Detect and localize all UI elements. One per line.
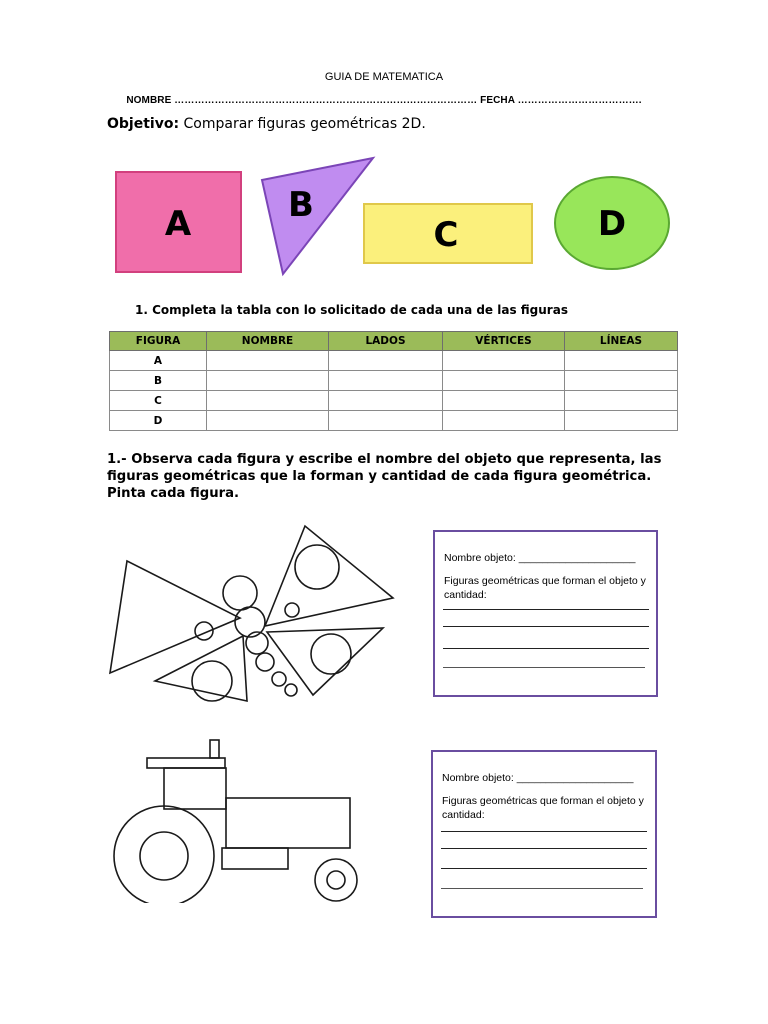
answer-line[interactable] — [443, 626, 649, 627]
answer-cell[interactable] — [207, 391, 329, 411]
answer-cell[interactable] — [443, 391, 565, 411]
shape-c-letter: C — [433, 215, 459, 255]
answer-cell[interactable] — [565, 371, 678, 391]
name-date-line: NOMBRE ……………………………………………………………………………… FECHA ………………………………. — [126, 95, 642, 106]
butterfly-drawing — [105, 518, 405, 703]
shape-a-letter: A — [164, 204, 192, 244]
table-row — [110, 391, 678, 411]
answer-cell[interactable] — [443, 411, 565, 431]
answer-cell[interactable] — [329, 411, 443, 431]
header-nombre: NOMBRE — [207, 332, 329, 351]
answer-cell[interactable] — [565, 411, 678, 431]
answer-cell[interactable] — [207, 411, 329, 431]
object-name-label: Nombre objeto: ____________________ — [442, 772, 634, 784]
answer-cell[interactable] — [443, 371, 565, 391]
answer-box-butterfly — [433, 530, 658, 697]
objective-label: Objetivo: — [107, 116, 180, 132]
answer-cell[interactable] — [565, 351, 678, 371]
instruction-text: 1.- Observa cada figura y escribe el nombre del objeto que representa, las figuras geométricas que la forman y cantidad de cada figura geométrica. Pinta cada figura. — [107, 452, 662, 501]
objective — [107, 116, 426, 132]
answer-cell[interactable] — [207, 351, 329, 371]
figures-label: Figuras geométricas que forman el objeto y cantidad: — [442, 795, 644, 821]
shape-a-square — [116, 172, 241, 272]
row-figure-label: C — [110, 391, 207, 411]
answer-line[interactable] — [443, 609, 649, 610]
object-name-label: Nombre objeto: ____________________ — [444, 552, 636, 564]
answer-cell[interactable] — [443, 351, 565, 371]
question-1: 1. Completa la tabla con lo solicitado de cada una de las figuras — [135, 303, 568, 317]
header-vertices: VÉRTICES — [443, 332, 565, 351]
shape-b-letter: B — [288, 185, 314, 225]
shape-d-circle — [555, 177, 669, 269]
shape-d-letter: D — [597, 204, 627, 244]
row-figure-label: D — [110, 411, 207, 431]
table-row — [110, 371, 678, 391]
figures-label: Figuras geométricas que forman el objeto y cantidad: — [444, 575, 646, 601]
answer-cell[interactable] — [329, 371, 443, 391]
answer-cell[interactable] — [329, 391, 443, 411]
shape-c-rectangle — [364, 204, 532, 263]
table-row — [110, 351, 678, 371]
shape-b-triangle — [262, 158, 373, 274]
answer-cell[interactable] — [565, 391, 678, 411]
answer-line[interactable] — [441, 868, 647, 869]
header-lados: LADOS — [329, 332, 443, 351]
header-lineas: LÍNEAS — [565, 332, 678, 351]
table-header-row — [110, 332, 678, 351]
figures-table — [109, 331, 678, 431]
answer-line[interactable] — [443, 648, 649, 649]
answer-line[interactable] — [443, 667, 645, 668]
answer-cell[interactable] — [207, 371, 329, 391]
answer-box-tractor — [431, 750, 657, 918]
answer-line[interactable] — [441, 888, 643, 889]
header-figura: FIGURA — [110, 332, 207, 351]
row-figure-label: B — [110, 371, 207, 391]
worksheet-title: GUIA DE MATEMATICA — [324, 71, 444, 83]
objective-text: Comparar figuras geométricas 2D. — [179, 116, 426, 132]
table-row — [110, 411, 678, 431]
answer-cell[interactable] — [329, 351, 443, 371]
row-figure-label: A — [110, 351, 207, 371]
answer-line[interactable] — [441, 848, 647, 849]
shapes-illustration — [105, 150, 675, 280]
answer-line[interactable] — [441, 831, 647, 832]
tractor-drawing — [110, 738, 360, 903]
